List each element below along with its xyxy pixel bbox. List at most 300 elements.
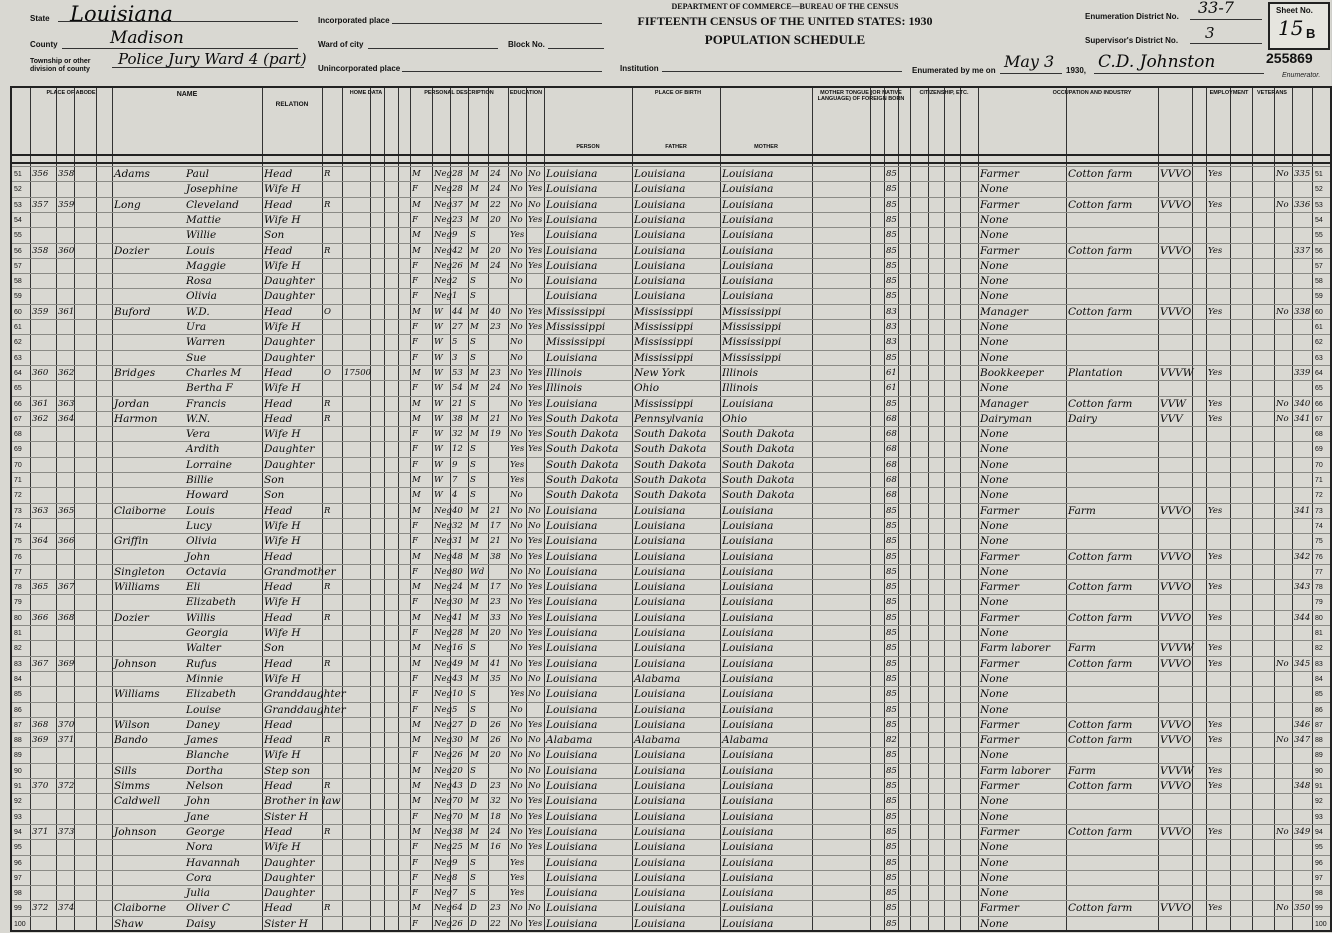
relation-cell: Wife H [264,183,301,196]
marital-status-cell: M [470,505,479,516]
line-number-right: 82 [1315,645,1323,653]
mother-birthplace-cell: Louisiana [722,672,774,685]
veteran-cell: No [1276,169,1289,179]
age-cell: 49 [452,658,463,669]
mother-birthplace-cell: Mississippi [722,321,782,333]
sex-cell: F [412,260,418,271]
school-cell: No [510,337,523,348]
occupation-cell: None [980,443,1009,456]
relation-cell: Head [264,902,293,915]
marital-status-cell: M [470,658,479,669]
table-row [12,411,1330,427]
line-number-right: 67 [1315,415,1323,423]
line-number: 59 [14,293,22,301]
surname-cell: Claiborne [114,504,167,517]
occupation-cell: Farmer [980,550,1020,563]
marital-status-cell: D [470,719,477,730]
marital-status-cell: M [470,383,479,394]
age-cell: 38 [452,413,463,424]
line-number: 90 [14,767,22,775]
birthplace-code-cell: 85 [886,673,897,684]
age-at-marriage-cell: 24 [490,184,501,195]
table-row [12,594,1330,610]
race-cell: Neg [434,291,452,302]
read-write-cell: Yes [528,628,543,638]
occupation-cell: Farmer [980,168,1020,180]
relation-cell: Daughter [264,443,315,456]
dwelling-cell: 364 [32,536,49,547]
farm-schedule-cell: 349 [1294,826,1311,837]
sex-cell: F [412,520,418,531]
worker-class-cell: Yes [1208,413,1223,424]
line-number-right: 51 [1315,171,1323,178]
table-row [12,625,1330,641]
family-cell: 366 [58,536,75,547]
sex-cell: F [412,459,418,470]
table-row [12,855,1330,871]
father-birthplace-cell: South Dakota [634,443,707,456]
birthplace-code-cell: 82 [886,735,897,746]
marital-status-cell: Wd [470,566,485,577]
dwelling-cell: 358 [32,245,49,256]
line-number-right: 58 [1315,278,1323,286]
birthplace-cell: South Dakota [546,458,619,471]
sex-cell: F [412,322,418,332]
father-birthplace-cell: Alabama [634,734,681,747]
birthplace-cell: South Dakota [546,443,619,456]
occupation-cell: None [980,336,1009,349]
father-birthplace-cell: Louisiana [634,718,686,731]
age-cell: 16 [452,643,463,654]
birthplace-cell: Louisiana [546,688,598,701]
incorporated-label: Incorporated place [318,16,390,25]
mother-birthplace-cell: Louisiana [722,183,774,196]
birthplace-code-cell: 85 [886,719,897,730]
age-cell: 38 [452,826,463,837]
line-number-right: 85 [1315,691,1323,699]
industry-cell: Cotton farm [1068,902,1133,915]
occupation-code-cell: VVV [1160,412,1183,425]
line-number-right: 64 [1315,369,1323,377]
school-cell: No [510,765,523,776]
occupation-cell: None [980,474,1009,486]
sex-cell: F [412,536,418,547]
birthplace-cell: Louisiana [546,244,598,257]
occupation-cell: None [980,458,1009,471]
read-write-cell: Yes [528,383,543,394]
ward-line [368,48,498,49]
marital-status-cell: S [470,872,476,883]
table-row [12,763,1330,779]
group-personal-description: PERSONAL DESCRIPTION [424,90,494,96]
relation-cell: Head [264,198,293,211]
occupation-code-cell: VVVO [1160,550,1192,563]
sex-cell: M [412,643,421,654]
given-name-cell: Charles M [186,366,242,379]
sex-cell: M [412,367,421,378]
line-number-right: 70 [1315,461,1323,469]
enumerated-label: Enumerated by me on [912,66,996,75]
birthplace-cell: South Dakota [546,428,619,441]
industry-cell: Farm [1068,642,1096,655]
family-cell: 373 [58,826,75,837]
sex-cell: F [412,857,418,868]
surname-cell: Bridges [114,366,156,379]
birthplace-cell: Louisiana [546,565,598,578]
line-number: 53 [14,201,22,209]
line-number-right: 74 [1315,522,1323,530]
mother-birthplace-cell: Louisiana [722,229,774,242]
line-number-right: 83 [1315,660,1323,668]
father-birthplace-cell: South Dakota [634,458,707,471]
mother-birthplace-cell: Louisiana [722,213,774,226]
family-cell: 364 [58,413,75,424]
given-name-cell: Vera [186,428,211,441]
school-cell: No [510,551,523,562]
line-number-right: 86 [1315,706,1323,714]
age-cell: 10 [452,689,463,700]
surname-cell: Williams [114,581,160,594]
father-birthplace-cell: Louisiana [634,887,686,900]
line-number-right: 75 [1315,538,1323,546]
read-write-cell: No [528,566,541,577]
marital-status-cell: S [470,643,476,654]
school-cell: No [510,536,523,547]
surname-cell: Harmon [114,412,158,425]
veteran-cell: No [1276,826,1289,837]
marital-status-cell: M [470,597,479,608]
age-at-marriage-cell: 20 [490,750,501,761]
given-name-cell: Daisy [186,917,216,930]
mother-birthplace-cell: Louisiana [722,611,774,624]
occupation-cell: Farmer [980,198,1020,211]
birthplace-code-cell: 85 [886,199,897,210]
surname-cell: Singleton [114,565,165,578]
table-row [12,809,1330,825]
worker-class-cell: Yes [1208,765,1223,776]
birthplace-code-cell: 85 [886,276,897,287]
school-cell: No [510,413,523,424]
line-number: 73 [14,507,22,515]
read-write-cell: Yes [528,322,543,332]
table-row [12,319,1330,335]
mother-birthplace-cell: Illinois [722,382,759,395]
age-cell: 3 [452,352,458,363]
line-number: 65 [14,385,22,393]
county-line [62,48,298,49]
table-row [12,564,1330,580]
race-cell: W [434,337,443,348]
school-cell: No [510,811,523,822]
group-education: EDUCATION [509,90,543,96]
birthplace-cell: Louisiana [546,841,598,854]
table-row [12,472,1330,488]
table-row [12,457,1330,473]
worker-class-cell: Yes [1208,551,1223,562]
line-number: 89 [14,752,22,760]
marital-status-cell: M [470,750,479,761]
mother-birthplace-cell: Louisiana [722,581,774,594]
group-home-data: HOME DATA [349,90,383,96]
given-name-cell: Mattie [186,213,222,226]
surname-cell: Bando [114,734,148,747]
table-row [12,334,1330,350]
sex-cell: F [412,214,418,225]
birthplace-cell: Louisiana [546,703,598,716]
occupation-code-cell: VVVO [1160,902,1192,915]
school-cell: No [510,597,523,608]
school-cell: No [510,781,523,791]
birthplace-cell: Louisiana [546,397,598,410]
family-cell: 371 [58,735,75,746]
age-at-marriage-cell: 21 [490,505,501,516]
enumerated-date-line [1000,73,1062,74]
worker-class-cell: Yes [1208,199,1223,210]
line-number-right: 98 [1315,890,1323,898]
occupation-cell: None [980,672,1009,685]
table-row [12,732,1330,748]
birthplace-code-cell: 85 [886,765,897,776]
line-number: 51 [14,171,22,178]
occupation-code-cell: VVVO [1160,611,1192,624]
read-write-cell: Yes [528,826,543,837]
age-cell: 40 [452,505,463,516]
father-birthplace-cell: Louisiana [634,565,686,578]
mother-birthplace-cell: Ohio [722,412,748,425]
school-cell: No [510,566,523,577]
birthplace-code-cell: 85 [886,612,897,623]
race-cell: Neg [434,903,452,914]
surname-cell: Johnson [114,657,157,670]
occupation-cell: None [980,795,1009,808]
age-at-marriage-cell: 23 [490,903,501,914]
table-row [12,227,1330,243]
worker-class-cell: Yes [1208,306,1223,317]
read-write-cell: No [528,750,541,761]
read-write-cell: No [528,199,541,210]
birthplace-code-cell: 85 [886,398,897,409]
birthplace-code-cell: 85 [886,750,897,761]
birthplace-cell: Louisiana [546,856,598,869]
race-cell: W [434,429,443,440]
birthplace-code-cell: 85 [886,918,897,929]
age-cell: 32 [452,429,463,440]
birthplace-code-cell: 83 [886,322,897,332]
mother-birthplace-cell: Louisiana [722,780,774,792]
birthplace-code-cell: 68 [886,429,897,440]
group-employment: EMPLOYMENT [1209,90,1249,96]
industry-cell: Dairy [1068,412,1097,425]
school-cell: Yes [510,857,525,868]
table-row [12,885,1330,901]
line-number: 91 [14,783,22,790]
farm-schedule-cell: 345 [1294,658,1311,669]
birthplace-code-cell: 85 [886,781,897,791]
birthplace-code-cell: 85 [886,582,897,593]
father-birthplace-cell: South Dakota [634,428,707,441]
occupation-cell: None [980,871,1009,884]
age-at-marriage-cell: 20 [490,214,501,225]
farm-schedule-cell: 341 [1294,413,1311,424]
sex-cell: M [412,230,421,241]
relation-cell: Head [264,657,293,670]
birthplace-code-cell: 85 [886,826,897,837]
race-cell: Neg [434,214,452,225]
father-birthplace-cell: Mississippi [634,397,694,410]
relation-cell: Sister H [264,917,308,930]
tenure-cell: R [324,735,331,746]
farm-schedule-cell: 337 [1294,245,1311,256]
occupation-cell: None [980,535,1009,548]
father-birthplace-cell: Louisiana [634,810,686,823]
read-write-cell: No [528,505,541,516]
tenure-cell: R [324,505,331,516]
age-cell: 26 [452,750,463,761]
age-at-marriage-cell: 40 [490,306,501,317]
occupation-code-cell: VVVO [1160,168,1192,180]
unincorporated-line [402,71,602,72]
occupation-code-cell: VVVW [1160,366,1194,379]
race-cell: W [434,475,443,485]
marital-status-cell: M [470,214,479,225]
birthplace-cell: Louisiana [546,780,598,792]
birthplace-cell: Louisiana [546,887,598,900]
given-name-cell: Julia [186,887,210,900]
mother-birthplace-cell: South Dakota [722,443,795,456]
surname-cell: Simms [114,780,150,792]
line-number: 78 [14,584,22,592]
given-name-cell: Olivia [186,535,217,548]
birthplace-code-cell: 85 [886,857,897,868]
father-birthplace-cell: Louisiana [634,749,686,762]
father-birthplace-cell: Louisiana [634,627,686,639]
mother-birthplace-cell: South Dakota [722,458,795,471]
farm-schedule-cell: 350 [1294,903,1311,914]
read-write-cell: Yes [528,597,543,608]
line-number-right: 60 [1315,308,1323,316]
industry-cell: Cotton farm [1068,657,1133,670]
mother-birthplace-cell: Louisiana [722,718,774,731]
industry-cell: Cotton farm [1068,611,1133,624]
father-birthplace-cell: Louisiana [634,780,686,792]
marital-status-cell: S [470,352,476,363]
occupation-cell: None [980,856,1009,869]
line-number-right: 96 [1315,859,1323,867]
worker-class-cell: Yes [1208,169,1223,179]
table-row [12,870,1330,886]
veteran-cell: No [1276,658,1289,669]
table-row [12,518,1330,534]
given-name-cell: Billie [186,474,214,486]
given-name-cell: Nelson [186,780,224,792]
birthplace-code-cell: 85 [886,643,897,654]
mother-birthplace-cell: Louisiana [722,596,774,609]
line-number-right: 77 [1315,568,1323,576]
line-number: 98 [14,890,22,898]
race-cell: W [434,444,443,455]
father-birthplace-cell: Ohio [634,382,660,395]
line-number-right: 68 [1315,431,1323,439]
school-cell: Yes [510,689,525,700]
farm-schedule-cell: 340 [1294,398,1311,409]
table-row [12,640,1330,656]
industry-cell: Plantation [1068,366,1123,379]
sex-cell: F [412,597,418,608]
school-cell: Yes [510,459,525,470]
line-number: 68 [14,431,22,439]
surname-cell: Shaw [114,917,144,930]
relation-cell: Daughter [264,336,315,349]
line-number: 100 [14,920,26,928]
father-birthplace-cell: Louisiana [634,902,686,915]
marital-status-cell: M [470,612,479,623]
table-row [12,396,1330,412]
surname-cell: Johnson [114,825,157,838]
race-cell: Neg [434,872,452,883]
race-cell: Neg [434,643,452,654]
line-number-right: 93 [1315,813,1323,821]
farm-schedule-cell: 341 [1294,505,1311,516]
race-cell: W [434,322,443,332]
dwelling-cell: 363 [32,505,49,516]
given-name-cell: Olivia [186,290,217,303]
school-cell: No [510,322,523,332]
surname-cell: Claiborne [114,902,167,915]
occupation-code-cell: VVVO [1160,504,1192,517]
occupation-cell: Farmer [980,734,1020,747]
sex-cell: F [412,429,418,440]
relation-cell: Head [264,168,293,180]
birthplace-cell: Louisiana [546,917,598,930]
given-name-cell: Rufus [186,657,217,670]
surname-cell: Wilson [114,718,150,731]
mother-birthplace-cell: Louisiana [722,259,774,272]
line-number-right: 53 [1315,201,1323,209]
birthplace-cell: Louisiana [546,825,598,838]
age-cell: 31 [452,536,463,547]
enumerator-label: Enumerator. [1282,72,1321,79]
age-cell: 48 [452,551,463,562]
read-write-cell: Yes [528,582,543,593]
sex-cell: M [412,612,421,623]
age-cell: 9 [452,857,458,868]
mother-birthplace-cell: Louisiana [722,550,774,563]
surname-cell: Jordan [114,397,150,410]
marital-status-cell: M [470,536,479,547]
birthplace-code-cell: 85 [886,260,897,271]
marital-status-cell: M [470,811,479,822]
supervisor-line [1190,43,1262,44]
read-write-cell: Yes [528,918,543,929]
line-number-right: 63 [1315,354,1323,362]
birthplace-cell: Louisiana [546,764,598,777]
father-birthplace-cell: Louisiana [634,596,686,609]
age-cell: 9 [452,230,458,241]
farm-schedule-cell: 343 [1294,582,1311,593]
line-number: 74 [14,522,22,530]
race-cell: Neg [434,888,452,899]
home-value-cell: 17500 [344,367,372,378]
age-cell: 30 [452,597,463,608]
race-cell: W [434,413,443,424]
table-row [12,166,1330,182]
occupation-cell: Farmer [980,581,1020,594]
given-name-cell: Bertha F [186,382,233,395]
birthplace-code-cell: 85 [886,903,897,914]
birthplace-code-cell: 85 [886,291,897,302]
block-line [548,48,604,49]
birthplace-cell: Louisiana [546,198,598,211]
